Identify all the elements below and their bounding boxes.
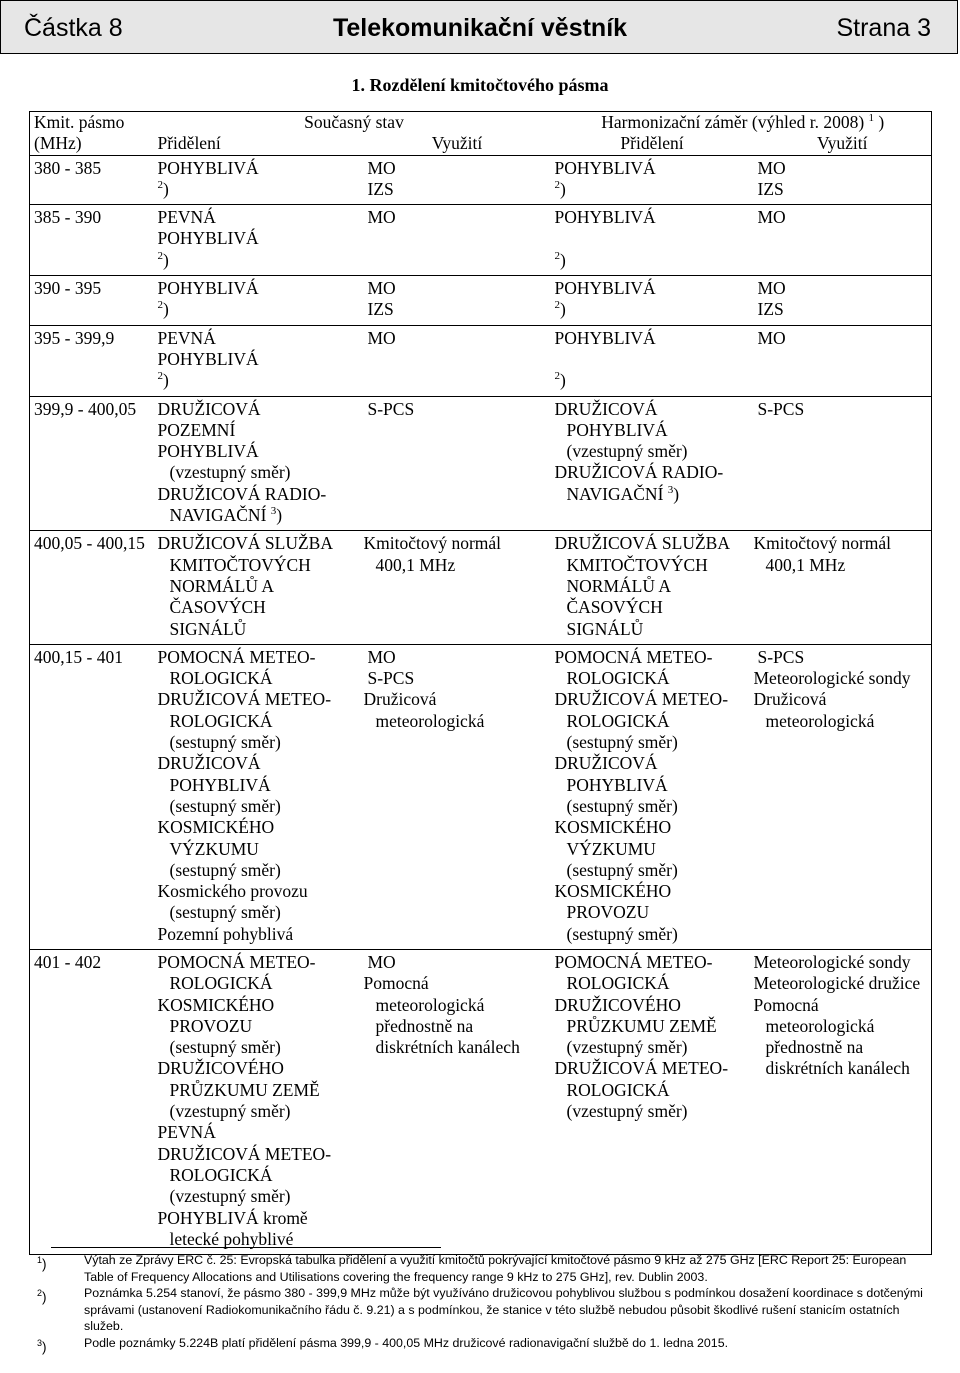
cell-line: Meteorologické sondy	[753, 951, 911, 972]
cell-line: POHYBLIVÁ	[157, 228, 259, 249]
plan-allocation-cell	[551, 949, 750, 1254]
footnote-ref-line: $^2$)	[157, 178, 169, 199]
cell-line: PROVOZU	[169, 1015, 253, 1036]
cell-line: ROLOGICKÁ	[566, 1079, 670, 1100]
cell-line: MO	[367, 278, 396, 299]
current-state-header: Současný stav	[154, 112, 551, 134]
footnote-ref: 1	[868, 112, 875, 125]
unit-header: (MHz)	[30, 133, 154, 155]
cell-line: (sestupný směr)	[566, 732, 678, 753]
band-header: Kmit. pásmo	[30, 112, 154, 134]
plan-allocation-cell	[551, 205, 750, 276]
cell-line: DRUŽICOVÁ SLUŽBA	[157, 533, 333, 554]
cell-line: POHYBLIVÁ	[554, 157, 656, 178]
allocation-cell	[154, 325, 360, 396]
allocation-header: Přidělení	[157, 133, 221, 154]
plan-utilisation-cell	[750, 325, 932, 396]
cell-line: NORMÁLŮ A	[566, 575, 672, 596]
footnotes	[29, 1252, 933, 1354]
cell-line: IZS	[367, 299, 394, 320]
footnote	[29, 1285, 933, 1335]
footnote	[29, 1335, 933, 1352]
footnote-ref-line: $^2$)	[157, 370, 169, 391]
utilisation-cell	[360, 949, 551, 1254]
cell-line: DRUŽICOVÁ RADIO-	[554, 462, 724, 483]
cell-line: Pozemní pohyblivá	[157, 923, 294, 944]
allocation-cell	[154, 205, 360, 276]
band-cell: 380 - 385	[30, 155, 154, 205]
cell-line: (vzestupný směr)	[566, 441, 688, 462]
cell-line: IZS	[757, 178, 784, 199]
issue-number: Částka 8	[24, 14, 123, 42]
cell-line: KOSMICKÉHO	[554, 817, 672, 838]
cell-line: MO	[757, 278, 786, 299]
band-row	[30, 949, 932, 1254]
cell-line: KOSMICKÉHO	[157, 817, 275, 838]
cell-line: KMITOČTOVÝCH	[566, 554, 708, 575]
cell-line: VÝZKUMU	[169, 838, 259, 859]
allocation-cell	[154, 276, 360, 326]
plan-header: Harmonizační záměr (výhled r. 2008) $^1$ )	[551, 112, 932, 134]
cell-line: (sestupný směr)	[169, 795, 281, 816]
utilisation-cell	[360, 276, 551, 326]
cell-line: DRUŽICOVÁ METEO-	[157, 1143, 332, 1164]
footnote-ref-line: $^2$)	[554, 178, 566, 199]
footnote-mark: $^2$)	[37, 1288, 47, 1305]
cell-line: MO	[757, 207, 786, 228]
cell-line: Družicová	[363, 689, 437, 710]
plan-utilisation-cell	[750, 205, 932, 276]
footnote-rule	[51, 1247, 441, 1248]
table-subheader-row	[30, 133, 932, 155]
cell-line: POHYBLIVÁ	[554, 207, 656, 228]
cell-line: (vzestupný směr)	[566, 1037, 688, 1058]
cell-line: DRUŽICOVÁ	[554, 753, 658, 774]
cell-line: přednostně na	[765, 1037, 864, 1058]
cell-line: DRUŽICOVÁ METEO-	[554, 689, 729, 710]
cell-line: DRUŽICOVÁ METEO-	[554, 1058, 729, 1079]
cell-line: ČASOVÝCH	[169, 597, 266, 618]
cell-line: SIGNÁLŮ	[566, 618, 644, 639]
utilisation-cell	[360, 644, 551, 949]
plan-utilisation-cell	[750, 276, 932, 326]
footnote-mark: $^3$)	[37, 1337, 47, 1354]
cell-line: POMOCNÁ METEO-	[157, 646, 316, 667]
cell-line: MO	[367, 327, 396, 348]
cell-line: POHYBLIVÁ	[157, 278, 259, 299]
utilisation-cell	[360, 396, 551, 531]
cell-line: meteorologická	[375, 710, 485, 731]
cell-line: POHYBLIVÁ	[554, 278, 656, 299]
plan-utilisation-cell	[750, 155, 932, 205]
allocation-cell	[154, 155, 360, 205]
cell-line: (vzestupný směr)	[169, 1101, 291, 1122]
band-row	[30, 155, 932, 205]
cell-line: diskrétních kanálech	[765, 1058, 910, 1079]
cell-line: ČASOVÝCH	[566, 597, 663, 618]
cell-line: POHYBLIVÁ	[157, 348, 259, 369]
cell-line: (sestupný směr)	[566, 795, 678, 816]
allocation-cell	[154, 644, 360, 949]
utilisation-cell	[360, 155, 551, 205]
plan-allocation-cell	[551, 325, 750, 396]
cell-line: DRUŽICOVÁ	[157, 753, 261, 774]
cell-line: VÝZKUMU	[566, 838, 656, 859]
cell-line: DRUŽICOVÉHO	[157, 1058, 284, 1079]
band-cell: 395 - 399,9	[30, 325, 154, 396]
cell-line: NORMÁLŮ A	[169, 575, 275, 596]
cell-line: ROLOGICKÁ	[169, 1164, 273, 1185]
cell-line: S-PCS	[367, 668, 415, 689]
cell-line: SIGNÁLŮ	[169, 618, 247, 639]
cell-line: NAVIGAČNÍ $^3$)	[566, 483, 680, 504]
cell-line: (sestupný směr)	[169, 902, 281, 923]
cell-line: (sestupný směr)	[566, 923, 678, 944]
cell-line: Pomocná	[363, 973, 429, 994]
plan-utilisation-header: Využití	[750, 133, 932, 155]
cell-line: POMOCNÁ METEO-	[157, 951, 316, 972]
utilisation-header: Využití	[431, 133, 483, 154]
cell-line: Kmitočtový normál	[753, 533, 892, 554]
cell-line: PRŮZKUMU ZEMĚ	[169, 1079, 320, 1100]
cell-line: MO	[367, 207, 396, 228]
cell-line: MO	[367, 646, 396, 667]
band-cell: 401 - 402	[30, 949, 154, 1254]
cell-line: (vzestupný směr)	[169, 1186, 291, 1207]
utilisation-cell	[360, 205, 551, 276]
cell-line: MO	[367, 951, 396, 972]
plan-utilisation-cell	[750, 949, 932, 1254]
cell-line: ROLOGICKÁ	[566, 710, 670, 731]
plan-allocation-cell	[551, 644, 750, 949]
cell-line	[555, 349, 750, 370]
cell-line: S-PCS	[757, 646, 805, 667]
cell-line: DRUŽICOVÁ METEO-	[157, 689, 332, 710]
cell-line: PROVOZU	[566, 902, 650, 923]
plan-allocation-cell	[551, 396, 750, 531]
cell-line: DRUŽICOVÁ SLUŽBA	[554, 533, 730, 554]
cell-line: MO	[367, 157, 396, 178]
footnote-mark: $^1$)	[37, 1255, 47, 1272]
cell-line: DRUŽICOVÉHO	[554, 994, 681, 1015]
plan-utilisation-cell	[750, 396, 932, 531]
band-row	[30, 205, 932, 276]
cell-line: DRUŽICOVÁ RADIO-	[157, 483, 327, 504]
cell-line: (sestupný směr)	[169, 1037, 281, 1058]
page-number: Strana 3	[836, 14, 931, 42]
cell-line: (sestupný směr)	[169, 859, 281, 880]
cell-line: MO	[757, 327, 786, 348]
cell-line: meteorologická	[375, 994, 485, 1015]
cell-line: Pomocná	[753, 994, 819, 1015]
plan-allocation-cell	[551, 155, 750, 205]
band-cell: 400,05 - 400,15	[30, 531, 154, 644]
band-row	[30, 644, 932, 949]
cell-line: NAVIGAČNÍ $^3$)	[169, 505, 283, 526]
plan-utilisation-cell	[750, 644, 932, 949]
utilisation-cell	[360, 531, 551, 644]
frequency-allocation-table	[29, 111, 932, 1255]
cell-line: ROLOGICKÁ	[566, 973, 670, 994]
cell-line: DRUŽICOVÁ	[157, 398, 261, 419]
section-title: 1. Rozdělení kmitočtového pásma	[351, 75, 609, 95]
cell-line: POMOCNÁ METEO-	[554, 646, 713, 667]
cell-line: Meteorologické sondy	[753, 668, 911, 689]
cell-line: ROLOGICKÁ	[169, 668, 273, 689]
plan-allocation-header: Přidělení	[620, 133, 684, 154]
journal-title: Telekomunikační věstník	[332, 14, 628, 42]
cell-line: POHYBLIVÁ	[566, 774, 668, 795]
cell-line: POHYBLIVÁ	[566, 419, 668, 440]
cell-line: POHYBLIVÁ	[157, 157, 259, 178]
cell-line: letecké pohyblivé	[169, 1228, 294, 1249]
footnote	[29, 1252, 933, 1285]
band-cell: 400,15 - 401	[30, 644, 154, 949]
band-row	[30, 531, 932, 644]
page-header	[0, 0, 958, 54]
cell-line: KMITOČTOVÝCH	[169, 554, 311, 575]
cell-line: (vzestupný směr)	[169, 462, 291, 483]
cell-line: POHYBLIVÁ kromě	[157, 1207, 308, 1228]
cell-line: S-PCS	[757, 398, 805, 419]
footnote-text: Podle poznámky 5.224B platí přidělení pásma 399,9 - 400,05 MHz družicové radionavigační službě do 1. ledna 2015.	[84, 1335, 729, 1350]
cell-line: diskrétních kanálech	[375, 1037, 520, 1058]
allocation-cell	[154, 396, 360, 531]
cell-line: meteorologická	[765, 710, 875, 731]
footnote-ref-line: $^2$)	[157, 299, 169, 320]
band-cell: 399,9 - 400,05	[30, 396, 154, 531]
cell-line: ROLOGICKÁ	[566, 668, 670, 689]
band-row	[30, 396, 932, 531]
cell-line: 400,1 MHz	[765, 554, 846, 575]
cell-line: S-PCS	[367, 398, 415, 419]
band-cell: 385 - 390	[30, 205, 154, 276]
cell-line: Kmitočtový normál	[363, 533, 502, 554]
cell-line: ROLOGICKÁ	[169, 710, 273, 731]
cell-line	[555, 228, 750, 249]
plan-allocation-cell	[551, 531, 750, 644]
cell-line: meteorologická	[765, 1015, 875, 1036]
utilisation-cell	[360, 325, 551, 396]
band-cell: 390 - 395	[30, 276, 154, 326]
footnote-ref-line: $^2$)	[554, 370, 566, 391]
cell-line: (vzestupný směr)	[566, 1101, 688, 1122]
cell-line: Meteorologické družice	[753, 973, 921, 994]
footnote-ref-line: $^2$)	[554, 299, 566, 320]
footnote-text: Výtah ze Zprávy ERC č. 25: Evropská tabulka přidělení a využití kmitočtů pokrývající kmitočtové pásmo 9 kHz až 275 GHz [ERC Report 25: European Table of Frequency Allocations and Utilisations covering the frequency range 9 kHz to 275 GHz], rev. Dublin 2003.	[84, 1253, 907, 1284]
cell-line: MO	[757, 157, 786, 178]
plan-allocation-cell	[551, 276, 750, 326]
cell-line: ROLOGICKÁ	[169, 973, 273, 994]
footnote-text: Poznámka 5.254 stanoví, že pásmo 380 - 399,9 MHz může být využíváno družicovou pohyblivou službou s podmínkou dosažení koordinace s dotčenými správami (ustanovení Radiokomunikačního řádu č. 9.21) a s podmínkou, že stanice v této službě nebudou působit škodlivé rušení stanicím ostatních služeb.	[84, 1286, 923, 1333]
cell-line: (sestupný směr)	[169, 732, 281, 753]
cell-line: (sestupný směr)	[566, 859, 678, 880]
cell-line: DRUŽICOVÁ	[554, 398, 658, 419]
cell-line: KOSMICKÉHO	[554, 881, 672, 902]
cell-line: PEVNÁ	[157, 1122, 216, 1143]
band-row	[30, 276, 932, 326]
cell-line: PEVNÁ	[157, 207, 216, 228]
cell-line: IZS	[367, 178, 394, 199]
footnote-ref-line: $^2$)	[157, 249, 169, 270]
cell-line: Kosmického provozu	[157, 881, 308, 902]
cell-line: POHYBLIVÁ	[169, 774, 271, 795]
plan-utilisation-cell	[750, 531, 932, 644]
cell-line: KOSMICKÉHO	[157, 994, 275, 1015]
table-header-row	[30, 112, 932, 134]
allocation-cell	[154, 531, 360, 644]
band-row	[30, 325, 932, 396]
cell-line: přednostně na	[375, 1015, 474, 1036]
cell-line: POHYBLIVÁ	[554, 327, 656, 348]
cell-line: PRŮZKUMU ZEMĚ	[566, 1015, 717, 1036]
cell-line: Družicová	[753, 689, 827, 710]
cell-line: POHYBLIVÁ	[157, 441, 259, 462]
cell-line: PEVNÁ	[157, 327, 216, 348]
allocation-cell	[154, 949, 360, 1254]
cell-line: POZEMNÍ	[157, 419, 236, 440]
cell-line: IZS	[757, 299, 784, 320]
footnote-ref-line: $^2$)	[554, 249, 566, 270]
cell-line: POMOCNÁ METEO-	[554, 951, 713, 972]
cell-line: 400,1 MHz	[375, 554, 456, 575]
